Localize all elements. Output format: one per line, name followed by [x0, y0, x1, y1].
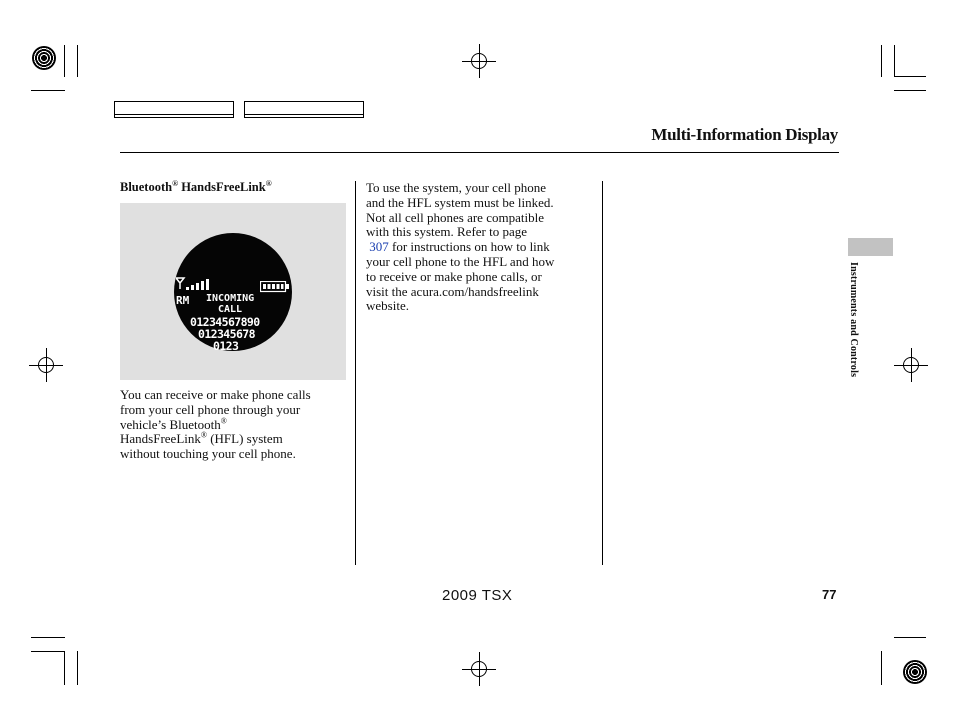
display-number-2: 012345678: [198, 327, 255, 341]
footer-model: 2009 TSX: [442, 587, 513, 604]
crop-line: [77, 45, 78, 77]
registration-mark-bottom-right: [903, 660, 927, 684]
display-call: CALL: [218, 304, 243, 315]
registered-mark: ®: [200, 431, 207, 441]
crop-line: [31, 637, 65, 638]
crop-line: [31, 90, 65, 91]
text-fragment: (HFL) system: [206, 431, 283, 447]
text-line: without touching your cell phone.: [120, 446, 296, 462]
crop-line: [77, 651, 78, 685]
crosshair-line: [46, 348, 47, 382]
display-rm: RM: [176, 294, 190, 307]
crop-line: [881, 651, 882, 685]
text-line: [120, 432, 352, 447]
column-divider: [355, 181, 356, 565]
text-line: from your cell phone through your: [120, 401, 301, 417]
text-line: You can receive or make phone calls: [120, 387, 311, 402]
crop-line: [894, 90, 926, 91]
registered-mark: ®: [172, 178, 179, 188]
header-rule: [120, 152, 839, 153]
registered-mark: ®: [220, 416, 227, 426]
registered-mark: ®: [265, 178, 272, 188]
section-title: [120, 180, 272, 195]
display-incoming: INCOMING: [206, 293, 255, 304]
crop-line: [881, 45, 882, 77]
section-title-text: HandsFreeLink: [178, 180, 266, 194]
round-display-screen: [174, 233, 292, 351]
text-line: website.: [366, 298, 409, 314]
section-title-text: Bluetooth: [120, 180, 173, 194]
display-number-3: 0123: [213, 339, 239, 353]
usage-paragraph: [366, 181, 598, 314]
page-number: 77: [822, 587, 837, 602]
crop-line: [31, 651, 65, 652]
text-line: with this system. Refer to page: [366, 224, 528, 240]
crosshair-line: [479, 44, 480, 78]
text-line: Not all cell phones are compatible: [366, 209, 544, 225]
battery-level-icon: [260, 281, 290, 293]
crop-line: [894, 45, 895, 77]
crop-line: [894, 637, 926, 638]
text-fragment: HandsFreeLink: [120, 431, 201, 447]
text-line: to receive or make phone calls, or: [366, 268, 542, 284]
page-title: Multi-Information Display: [651, 125, 838, 144]
chapter-tab: [848, 238, 893, 256]
crop-line: [64, 651, 65, 685]
registration-mark-top-left: [32, 46, 56, 70]
intro-paragraph: [120, 388, 352, 462]
text-line: To use the system, your cell phone: [366, 180, 546, 195]
header-tab-left: [114, 101, 234, 118]
text-line: and the HFL system must be linked.: [366, 194, 554, 210]
crosshair-line: [479, 652, 480, 686]
text-fragment: for instructions on how to link: [388, 239, 550, 255]
crop-line: [894, 76, 926, 77]
signal-strength-icon: [176, 277, 212, 291]
column-divider: [602, 181, 603, 565]
display-number-1: 01234567890: [190, 315, 260, 329]
text-line: [366, 240, 598, 255]
text-line: your cell phone to the HFL and how: [366, 253, 555, 269]
header-tab-right: [244, 101, 364, 118]
text-fragment: vehicle’s Bluetooth: [120, 416, 221, 432]
crosshair-line: [911, 348, 912, 382]
display-figure: [120, 203, 346, 380]
crop-line: [64, 45, 65, 77]
chapter-label: Instruments and Controls: [848, 262, 859, 378]
page-link[interactable]: 307: [369, 239, 389, 255]
text-line: visit the acura.com/handsfreelink: [366, 283, 539, 299]
